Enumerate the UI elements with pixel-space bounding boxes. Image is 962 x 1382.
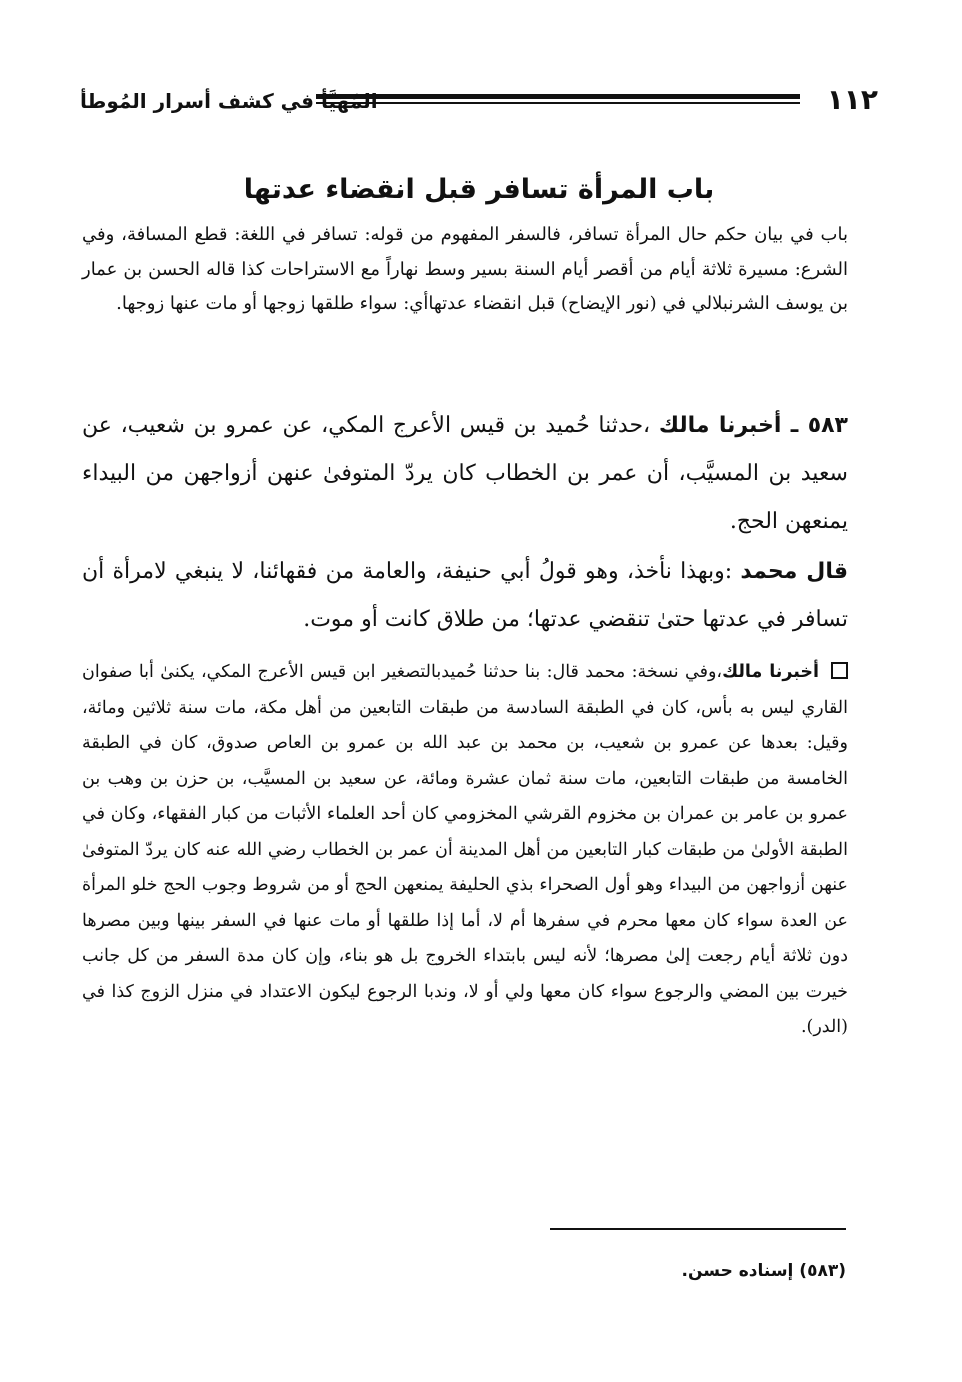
footnote-rule (550, 1228, 846, 1230)
commentary-lead: أخبرنا مالك (722, 662, 819, 682)
muhammad-lead: قال محمد (740, 559, 848, 584)
hadith-583 (82, 402, 848, 546)
muhammad-statement (82, 548, 848, 644)
commentary (82, 655, 848, 1046)
running-header (80, 82, 878, 122)
hadith-text: ،حدثنا حُميد بن قيس الأعرج المكي، عن عمرو بن شعيب، عن سعيد بن المسيَّب، أن عمر بن الخطاب كان يردّ المتوفىٰ عنهن أزواجهن من البيداء يمنعهن الحج. (82, 413, 848, 534)
muhammad-text: :وبهذا نأخذ، وهو قولُ أبي حنيفة، والعامة من فقهائنا، لا ينبغي لامرأة أن تسافر في عدتها حتىٰ تنقضي عدتها؛ من طلاق كانت أو موت. (82, 559, 848, 632)
square-marker-icon (831, 662, 848, 679)
page-number: ١١٢ (826, 83, 878, 116)
commentary-text: ،وفي نسخة: محمد قال: بنا حدثنا حُميدبالتصغير ابن قيس الأعرج المكي، يكنىٰ أبا صفوان القاري ليس به بأس، كان في الطبقة السادسة من طبقات التابعين من أهل مكة، مات سنة ثلاثين ومائة، وقيل: بعدها عن عمرو بن شعيب، بن محمد بن عبد الله بن عمرو بن العاص صدوق، كان في الطبقة الخامسة من طبقات التابعين، مات سنة ثمان عشرة ومائة، عن سعيد بن المسيَّب، بن حزن بن وهب بن عمرو بن عامر بن عمران بن مخزوم القرشي المخزومي كان أحد العلماء الأثبات من كبار الفقهاء، وكان في الطبقة الأولىٰ من طبقات كبار التابعين من أهل المدينة أن عمر بن الخطاب رضي الله عنه كان يردّ المتوفىٰ عنهن أزواجهن من البيداء وهو أول الصحراء بذي الحليفة يمنعهن الحج أو من شروط وجوب الحج خلو المرأة عن العدة سواء كان معها محرم في سفرها أم لا، أما إذا طلقها أو مات عنها في السفر بينها وبين مصرها دون ثلاثة أيام رجعت إلىٰ مصرها؛ لأنه ليس بابتداء الخروج بل هو بناء، وإن كان مدة السفر من كل جانب خيرت بين المضي والرجوع سواء كان معها ولي أو لا، وندبا الرجوع ليكون الاعتداد في منزل الزوج كذا في (الدر). (82, 662, 849, 1037)
header-rule (316, 94, 800, 104)
chapter-intro: باب في بيان حكم حال المرأة تسافر، فالسفر المفهوم من قوله: تسافر في اللغة: قطع المسافة، وفي الشرع: مسيرة ثلاثة أيام من أقصر أيام السنة بسير وسط نهاراً مع الاستراحات كذا قاله الحسن بن عمار بن يوسف الشرنبلالي في (نور الإيضاح) قبل انقضاء عدتهاأي: سواء طلقها زوجها أو مات عنها زوجها. (82, 224, 848, 314)
hadith-number-lead: ٥٨٣ ـ أخبرنا مالك (658, 413, 848, 438)
footnote: (٥٨٣) إسناده حسن. (681, 1261, 846, 1281)
chapter-title: باب المرأة تسافر قبل انقضاء عدتها (243, 174, 715, 205)
book-title: المُهَيَّأ في كشف أسرار المُوطأ (80, 89, 378, 113)
